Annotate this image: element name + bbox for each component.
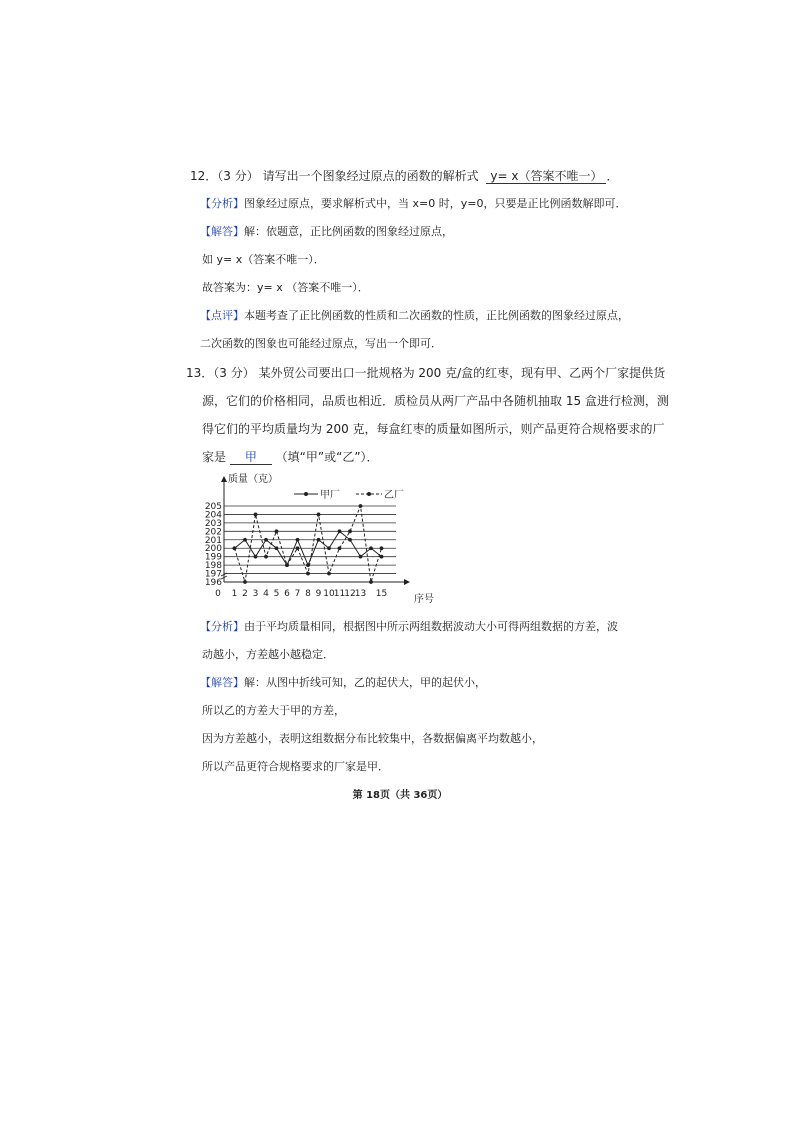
x-tick-label: 0 bbox=[215, 589, 221, 599]
series-line-yi bbox=[235, 506, 382, 582]
data-point bbox=[359, 504, 363, 508]
data-point bbox=[369, 546, 373, 550]
x-tick-label: 2 bbox=[242, 589, 248, 599]
q13-solution-2: 所以乙的方差大于甲的方差， bbox=[202, 704, 345, 717]
data-point bbox=[338, 546, 342, 550]
data-point bbox=[380, 546, 384, 550]
y-tick-label: 205 bbox=[204, 502, 222, 512]
data-point bbox=[264, 555, 268, 559]
x-tick-label: 11 bbox=[333, 589, 346, 599]
q12-stem-line bbox=[190, 169, 619, 184]
chart-legend bbox=[294, 489, 404, 501]
y-tick-label: 197 bbox=[204, 569, 222, 580]
data-point bbox=[285, 563, 289, 567]
data-point bbox=[275, 546, 279, 550]
q12-end: ． bbox=[606, 169, 619, 183]
data-point bbox=[254, 513, 258, 517]
q12-example: 如 y= x（答案不唯一）． bbox=[202, 253, 325, 266]
q12-solution bbox=[200, 225, 453, 239]
q13-stem-4-post: （填“甲”或“乙”）． bbox=[275, 450, 379, 464]
q12-number: 12． bbox=[190, 169, 218, 183]
x-axis-label: 序号 bbox=[414, 594, 434, 605]
data-point bbox=[275, 529, 279, 533]
q13-solution-4: 所以产品更符合规格要求的厂家是甲． bbox=[202, 760, 389, 773]
q13-solution-text: 解：从图中折线可知，乙的起伏大，甲的起伏小， bbox=[244, 676, 486, 689]
q12-comment-tag: 【点评】 bbox=[200, 309, 244, 322]
data-point bbox=[369, 580, 373, 584]
data-point bbox=[306, 572, 310, 576]
x-tick-label: 12 bbox=[344, 589, 356, 599]
x-tick-label: 1 bbox=[231, 589, 238, 599]
q13-solution-1 bbox=[200, 676, 486, 690]
y-tick-label: 196 bbox=[204, 578, 222, 588]
q12-answer-blank: y= x（答案不唯一） bbox=[486, 169, 606, 184]
data-point bbox=[380, 555, 384, 559]
y-tick-label: 203 bbox=[204, 518, 222, 529]
q13-answer-blank: 甲 bbox=[230, 450, 272, 465]
q12-stem: 请写出一个图象经过原点的函数的解析式 bbox=[262, 169, 479, 183]
q12-comment-2: 二次函数的图象也可能经过原点，写出一个即可． bbox=[200, 337, 442, 350]
q12-solution-text: 解：依题意，正比例函数的图象经过原点， bbox=[244, 225, 453, 238]
data-point bbox=[348, 538, 352, 542]
q12-analysis-tag: 【分析】 bbox=[200, 197, 244, 210]
q13-score: （3 分） bbox=[213, 366, 255, 380]
y-tick-label: 199 bbox=[204, 552, 222, 563]
data-point bbox=[359, 555, 363, 559]
q13-stem-4-pre: 家是 bbox=[202, 450, 227, 464]
data-point bbox=[296, 546, 300, 550]
q13-stem-1: 某外贸公司要出口一批规格为 200 克/盒的红枣，现有甲、乙两个厂家提供货 bbox=[258, 366, 666, 380]
x-tick-label: 9 bbox=[315, 589, 322, 599]
y-tick-label: 204 bbox=[204, 510, 222, 521]
q13-analysis-tag: 【分析】 bbox=[200, 620, 244, 633]
q12-final: 故答案为：y= x （答案不唯一）． bbox=[202, 281, 369, 294]
x-tick-label: 8 bbox=[305, 589, 311, 599]
x-tick-label: 15 bbox=[375, 589, 388, 599]
x-axis-arrow bbox=[404, 579, 410, 585]
data-point bbox=[296, 538, 300, 542]
legend-marker-jia bbox=[304, 492, 308, 496]
q13-solution-tag: 【解答】 bbox=[200, 676, 244, 689]
legend-label-yi: 乙厂 bbox=[384, 490, 404, 501]
y-axis-label: 质量（克） bbox=[228, 474, 278, 485]
x-tick-label: 10 bbox=[323, 589, 335, 599]
data-point bbox=[327, 572, 331, 576]
x-tick-label: 3 bbox=[252, 589, 259, 599]
data-point bbox=[264, 538, 268, 542]
q12-score: （3 分） bbox=[217, 169, 259, 183]
data-point bbox=[254, 555, 258, 559]
legend-marker-yi bbox=[367, 492, 371, 496]
q13-stem-line-1 bbox=[186, 366, 665, 380]
chart-grid bbox=[224, 506, 396, 582]
q13-analysis-2: 动越小，方差越小越稳定． bbox=[202, 648, 334, 661]
q13-number: 13． bbox=[186, 366, 214, 380]
data-point bbox=[243, 538, 247, 542]
q12-solution-tag: 【解答】 bbox=[200, 225, 244, 238]
y-tick-label: 200 bbox=[204, 544, 222, 555]
data-point bbox=[317, 538, 321, 542]
q13-analysis-1 bbox=[200, 620, 618, 634]
y-tick-label: 198 bbox=[204, 561, 222, 572]
q13-analysis-text: 由于平均质量相同，根据图中所示两组数据波动大小可得两组数据的方差，波 bbox=[244, 620, 618, 633]
q13-stem-2: 源，它们的价格相同，品质也相近．质检员从两厂产品中各随机抽取 15 盒进行检测，测 bbox=[202, 394, 669, 408]
legend-label-jia: 甲厂 bbox=[320, 490, 340, 501]
y-tick-label: 201 bbox=[204, 535, 222, 546]
data-point bbox=[243, 580, 247, 584]
data-point bbox=[338, 529, 342, 533]
page-footer: 第 18页（共 36页） bbox=[352, 790, 448, 801]
x-tick-label: 4 bbox=[263, 589, 269, 599]
y-axis-arrow bbox=[221, 476, 227, 482]
q12-comment-1 bbox=[200, 309, 629, 323]
q12-analysis-text: 图象经过原点，要求解析式中，当 x=0 时，y=0，只要是正比例函数解即可． bbox=[244, 197, 627, 210]
q13-stem-3: 得它们的平均质量均为 200 克，每盒红枣的质量如图所示，则产品更符合规格要求的厂 bbox=[202, 422, 665, 436]
x-tick-label: 6 bbox=[284, 589, 290, 599]
x-tick-label: 5 bbox=[273, 589, 280, 599]
q13-solution-3: 因为方差越小，表明这组数据分布比较集中，各数据偏离平均数越小， bbox=[202, 732, 543, 745]
q12-comment-text: 本题考查了正比例函数的性质和二次函数的性质，正比例函数的图象经过原点， bbox=[244, 309, 629, 322]
data-point bbox=[348, 529, 352, 533]
data-point bbox=[233, 546, 237, 550]
q13-stem-line-4 bbox=[202, 450, 379, 465]
data-point bbox=[317, 513, 321, 517]
y-tick-label: 202 bbox=[204, 527, 222, 538]
data-point bbox=[327, 546, 331, 550]
x-tick-label: 13 bbox=[354, 589, 367, 599]
chart-series bbox=[233, 504, 384, 584]
quality-line-chart bbox=[196, 470, 446, 610]
q12-analysis bbox=[200, 197, 626, 211]
x-tick-label: 7 bbox=[294, 589, 301, 599]
